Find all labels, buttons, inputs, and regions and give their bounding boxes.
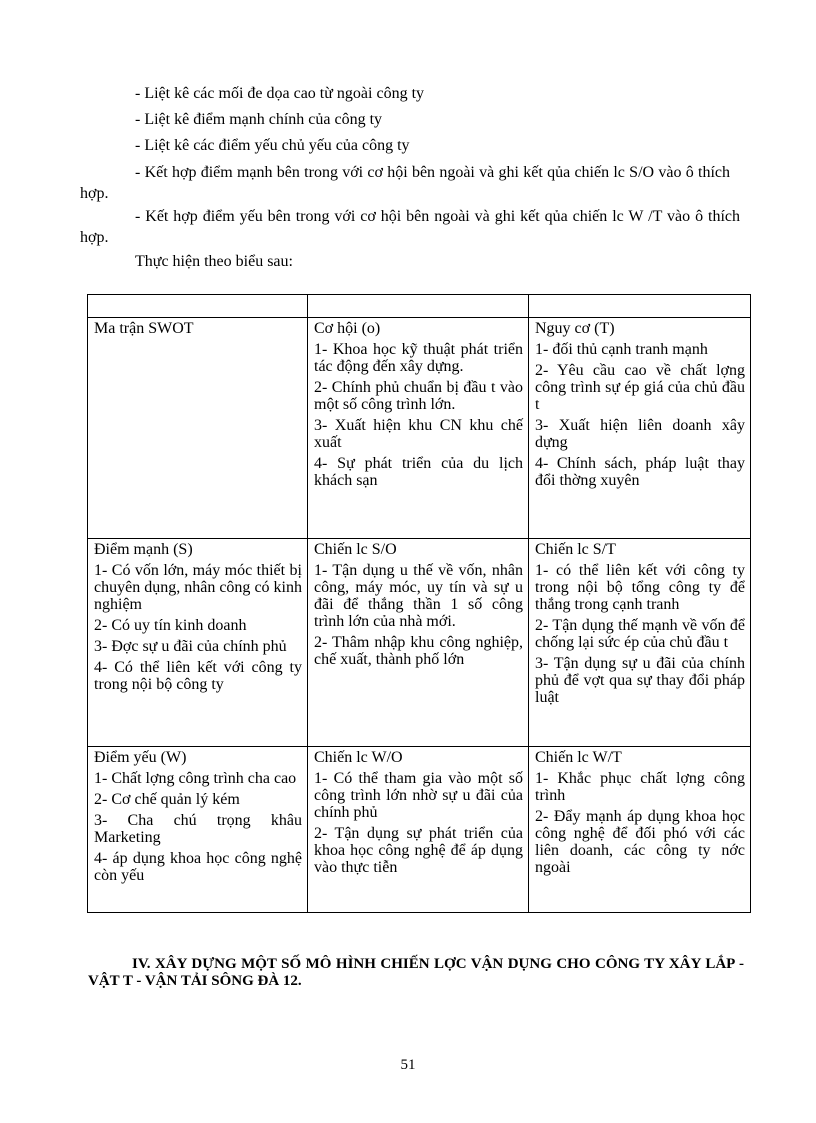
- wo-strategy-heading: Chiến lc W/O: [314, 749, 403, 766]
- section-heading: IV. XÂY DỰNG MỘT SỐ MÔ HÌNH CHIẾN LỢC VẬN DỤNG CHO CÔNG TY XÂY LẮP - VẬT T - VẬN TẢI SÔNG ĐÀ 12.: [88, 956, 744, 989]
- so-strategy-item: 2- Thâm nhập khu công nghiệp, chế xuất, thành phố lớn: [314, 634, 523, 668]
- paragraph-wt-strategy: - Kết hợp điểm yếu bên trong với cơ hội bên ngoài và ghi kết qủa chiến lc W /T vào ô thích hợp.: [80, 208, 740, 246]
- wt-strategy-heading: Chiến lc W/T: [535, 749, 622, 766]
- opportunity-item: 2- Chính phủ chuẩn bị đầu t vào một số công trình lớn.: [314, 379, 523, 413]
- opportunity-item: 3- Xuất hiện khu CN khu chế xuất: [314, 417, 523, 451]
- cell-strengths: [88, 539, 308, 747]
- st-strategy-heading: Chiến lc S/T: [535, 541, 616, 558]
- table-row-opportunities-threats: [88, 318, 751, 539]
- opportunity-item: 1- Khoa học kỹ thuật phát triển tác động đến xây dựng.: [314, 341, 523, 375]
- st-strategy-item: 2- Tận dụng thế mạnh về vốn để chống lại sức ép của chủ đầu t: [535, 617, 745, 651]
- wo-strategy-item: 2- Tận dụng sự phát triển của khoa học công nghệ để áp dụng vào thực tiễn: [314, 825, 523, 876]
- paragraph-so-strategy: - Kết hợp điểm mạnh bên trong với cơ hội bên ngoài và ghi kết qủa chiến lc S/O vào ô thích hợp.: [80, 164, 730, 202]
- weakness-item: 4- áp dụng khoa học công nghệ còn yếu: [94, 850, 302, 884]
- table-row-weaknesses: [88, 747, 751, 913]
- weaknesses-heading: Điểm yếu (W): [94, 749, 187, 766]
- bullet-strengths: - Liệt kê điểm mạnh chính của công ty: [135, 111, 383, 128]
- wo-strategy-item: 1- Có thể tham gia vào một số công trình lớn nhờ sự u đãi của chính phủ: [314, 770, 523, 821]
- follow-text: Thực hiện theo biểu sau:: [135, 253, 293, 270]
- cell-threats: [529, 318, 751, 539]
- st-strategy-item: 3- Tận dụng sự u đãi của chính phủ để vợt qua sự thay đổi pháp luật: [535, 655, 745, 706]
- cell-st-strategy: [529, 539, 751, 747]
- threat-item: 1- đối thủ cạnh tranh mạnh: [535, 341, 708, 358]
- table-row-strengths: [88, 539, 751, 747]
- page-number: 51: [400, 1057, 416, 1073]
- cell-wo-strategy: [308, 747, 529, 913]
- wt-strategy-item: 2- Đẩy mạnh áp dụng khoa học công nghệ để đối phó với các liên doanh, các công ty nớc ngoài: [535, 808, 745, 876]
- threats-heading: Nguy cơ (T): [535, 320, 615, 337]
- bullet-threats: - Liệt kê các mối đe dọa cao từ ngoài công ty: [135, 85, 425, 102]
- swot-matrix-table: [87, 294, 751, 913]
- strength-item: 3- Đợc sự u đãi của chính phủ: [94, 638, 287, 655]
- weakness-item: 2- Cơ chế quản lý kém: [94, 791, 240, 808]
- header-cell-3: [529, 295, 751, 318]
- cell-weaknesses: [88, 747, 308, 913]
- strengths-heading: Điểm mạnh (S): [94, 541, 193, 558]
- opportunity-item: 4- Sự phát triển của du lịch khách sạn: [314, 455, 523, 489]
- cell-opportunities: [308, 318, 529, 539]
- header-cell-1: [88, 295, 308, 318]
- table-header-row: [88, 295, 751, 318]
- cell-wt-strategy: [529, 747, 751, 913]
- wt-strategy-item: 1- Khắc phục chất lợng công trình: [535, 770, 745, 804]
- strength-item: 2- Có uy tín kinh doanh: [94, 617, 247, 634]
- threat-item: 2- Yêu cầu cao về chất lợng công trình sự ép giá của chủ đầu t: [535, 362, 745, 413]
- strength-item: 1- Có vốn lớn, máy móc thiết bị chuyên dụng, nhân công có kinh nghiệm: [94, 562, 302, 613]
- swot-matrix-label: Ma trận SWOT: [94, 320, 194, 337]
- bullet-weaknesses: - Liệt kê các điểm yếu chủ yếu của công ty: [135, 137, 410, 154]
- header-cell-2: [308, 295, 529, 318]
- opportunities-heading: Cơ hội (o): [314, 320, 381, 337]
- weakness-item: 1- Chất lợng công trình cha cao: [94, 770, 297, 787]
- cell-so-strategy: [308, 539, 529, 747]
- threat-item: 3- Xuất hiện liên doanh xây dựng: [535, 417, 745, 451]
- threat-item: 4- Chính sách, pháp luật thay đổi thờng xuyên: [535, 455, 745, 489]
- st-strategy-item: 1- có thể liên kết với công ty trong nội bộ tổng công ty để thắng trong cạnh tranh: [535, 562, 745, 613]
- so-strategy-heading: Chiến lc S/O: [314, 541, 397, 558]
- so-strategy-item: 1- Tận dụng u thế về vốn, nhân công, máy móc, uy tín và sự u đãi để thắng thần 1 số công trình lớn của nhà mới.: [314, 562, 523, 630]
- cell-swot-matrix-label: [88, 318, 308, 539]
- weakness-item: 3- Cha chú trọng khâu Marketing: [94, 812, 302, 846]
- strength-item: 4- Có thể liên kết với công ty trong nội bộ công ty: [94, 659, 302, 693]
